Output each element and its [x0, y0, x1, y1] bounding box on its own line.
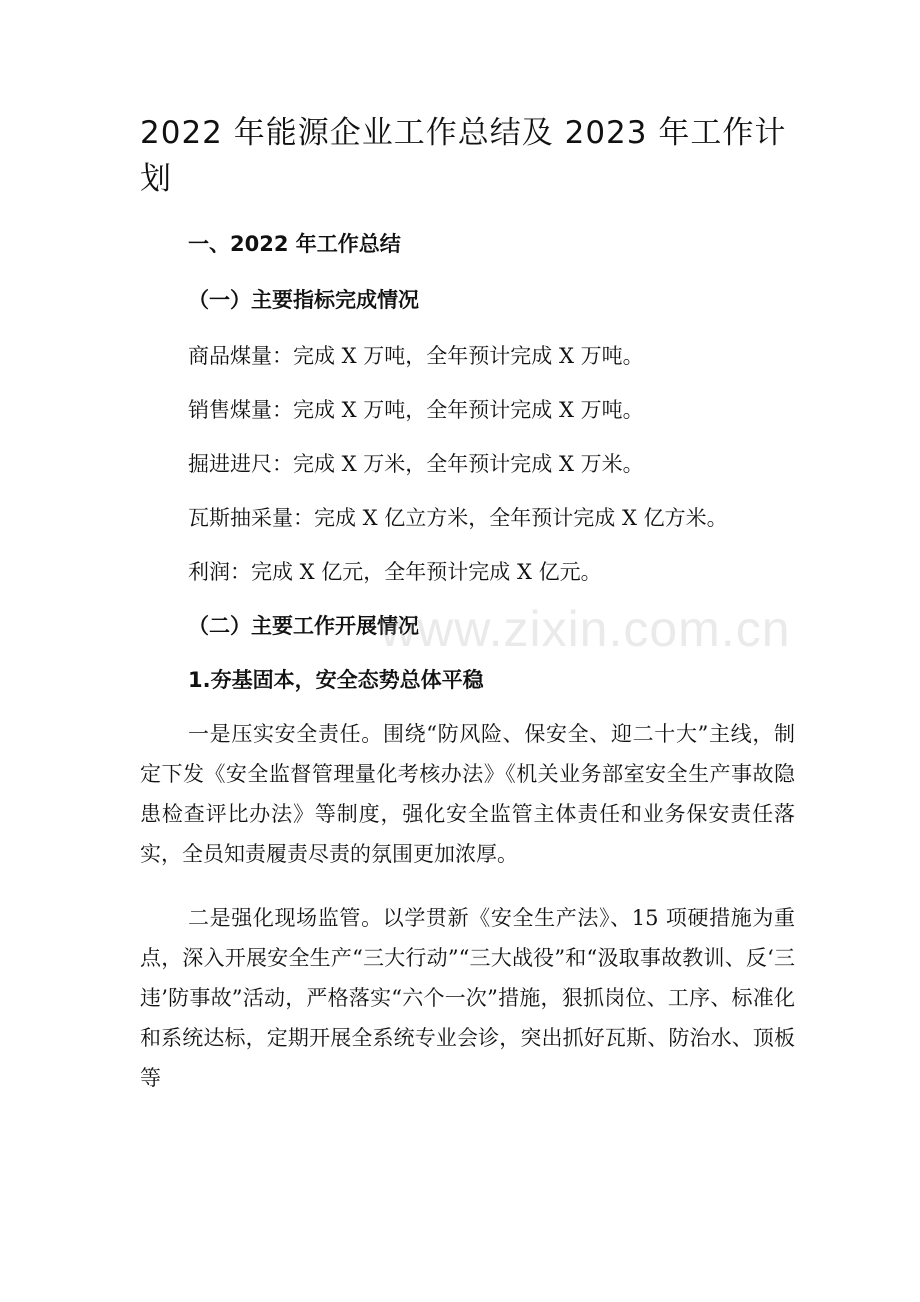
- indicator-line: 瓦斯抽采量：完成 X 亿立方米，全年预计完成 X 亿方米。: [188, 506, 728, 530]
- watermark: www.zixin.com.cn: [380, 601, 791, 657]
- indicator-line: 商品煤量：完成 X 万吨，全年预计完成 X 万吨。: [188, 344, 644, 368]
- subsection-heading: （二）主要工作开展情况: [188, 614, 419, 638]
- document-page: [140, 110, 795, 1098]
- subsection-heading: （一）主要指标完成情况: [188, 288, 419, 312]
- item-heading: 1.夯基固本，安全态势总体平稳: [188, 668, 484, 692]
- document-title: 2022 年能源企业工作总结及 2023 年工作计划: [140, 115, 787, 197]
- indicator-line: 掘进进尺：完成 X 万米，全年预计完成 X 万米。: [188, 452, 644, 476]
- indicator-line: 销售煤量：完成 X 万吨，全年预计完成 X 万吨。: [188, 398, 644, 422]
- indicator-line: 利润：完成 X 亿元，全年预计完成 X 亿元。: [188, 560, 602, 584]
- body-paragraph: 一是压实安全责任。围绕“防风险、保安全、迎二十大”主线，制定下发《安全监督管理量化考核办法》《机关业务部室安全生产事故隐患检查评比办法》等制度，强化安全监管主体责任和业务保安责任落实，全员知责履责尽责的氛围更加浓厚。: [140, 722, 795, 866]
- section-heading: 一、2022 年工作总结: [188, 232, 401, 256]
- body-paragraph: 二是强化现场监管。以学贯新《安全生产法》、15 项硬措施为重点，深入开展安全生产“三大行动”“三大战役”和“汲取事故教训、反‘三违’防事故”活动，严格落实“六个一次”措施，狠抓岗位、工序、标准化和系统达标，定期开展全系统专业会诊，突出抓好瓦斯、防治水、顶板等: [140, 906, 795, 1090]
